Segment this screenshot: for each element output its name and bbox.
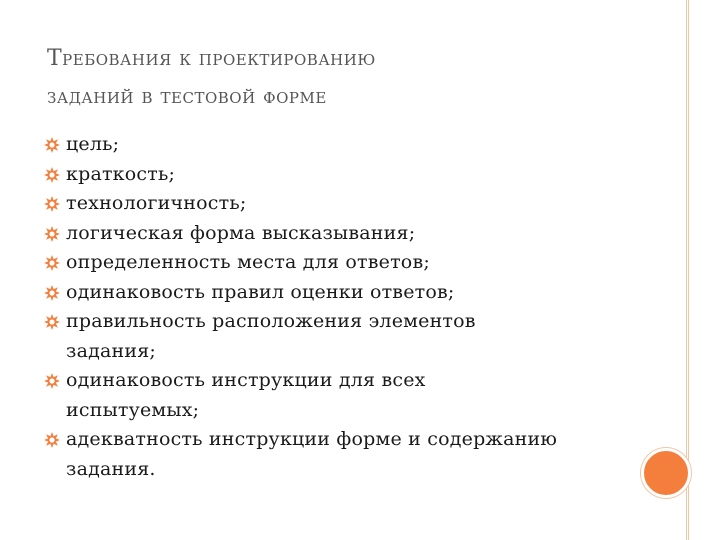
slide-title-line-1: Требования к проектированию (47, 46, 376, 71)
list-item (44, 425, 646, 484)
orange-sunburst-icon (44, 432, 60, 448)
list-item-text: правильность расположения элементов задания; (66, 310, 476, 362)
list-item-text: цель; (66, 133, 120, 155)
list-item (44, 130, 586, 160)
list-item (44, 219, 586, 249)
list-item-text: краткость; (66, 162, 176, 185)
orange-sunburst-icon (44, 226, 60, 242)
list-item-text: адекватность инструкции форме и содержанию задания. (66, 428, 558, 480)
requirements-list (44, 130, 644, 484)
slide-title-line-2: заданий в тестовой форме (47, 84, 327, 109)
orange-sunburst-icon (44, 285, 60, 301)
slide-title (47, 40, 647, 116)
list-item-text: определенность места для ответов; (66, 251, 430, 273)
list-item (44, 278, 586, 308)
orange-sunburst-icon (44, 373, 60, 389)
list-item-text: логическая форма высказывания; (66, 221, 416, 244)
orange-sunburst-icon (44, 137, 60, 153)
list-item (44, 248, 586, 278)
orange-sunburst-icon (44, 167, 60, 183)
orange-sunburst-icon (44, 255, 60, 271)
list-item-text: одинаковость инструкции для всех испытуемых; (66, 369, 426, 421)
list-item (44, 366, 486, 425)
orange-sunburst-icon (44, 314, 60, 330)
list-item (44, 189, 586, 219)
orange-sunburst-icon (44, 196, 60, 212)
list-item-text: одинаковость правил оценки ответов; (66, 280, 455, 303)
list-item-text: технологичность; (66, 192, 247, 214)
list-item (44, 160, 586, 190)
orange-circle-decoration (641, 448, 691, 498)
list-item (44, 307, 546, 366)
